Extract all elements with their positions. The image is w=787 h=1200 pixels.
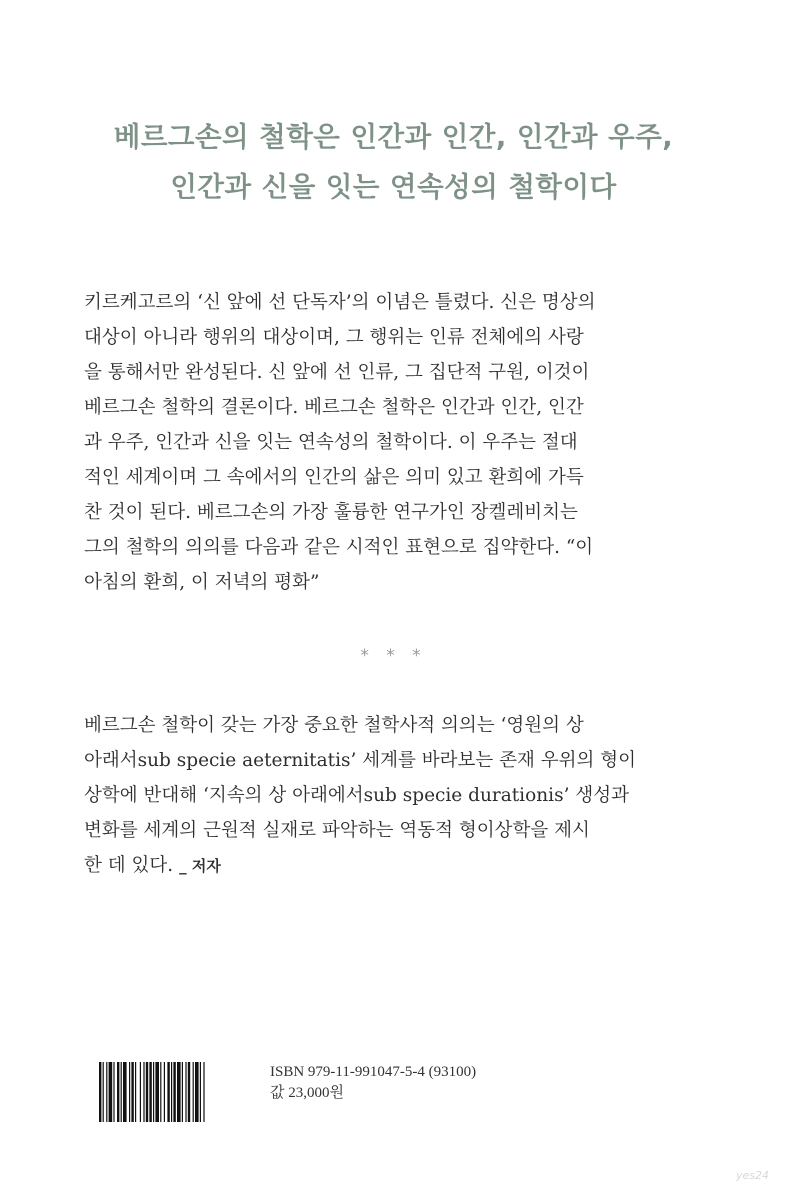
barcode-bar: [106, 1062, 107, 1122]
barcode-bar: [99, 1062, 101, 1122]
barcode-bar: [146, 1062, 148, 1122]
headline: [0, 112, 787, 212]
paragraph-line: 아침의 환희, 이 저녁의 평화”: [84, 572, 320, 593]
isbn-block: [270, 1062, 476, 1104]
paragraph-line: 을 통해서만 완성된다. 신 앞에 선 인류, 그 집단적 구원, 이것이: [84, 362, 590, 383]
barcode-bar: [195, 1062, 199, 1122]
paragraph-line: 적인 세계이며 그 속에서의 인간의 삶은 의미 있고 환희에 가득: [84, 467, 584, 488]
barcode-bar: [143, 1062, 144, 1122]
barcode-bar: [188, 1062, 190, 1122]
barcode-bar: [167, 1062, 169, 1122]
paragraph-line: 베르그손 철학이 갖는 가장 중요한 철학사적 의의는 ‘영원의 상: [84, 715, 584, 736]
paragraph-line: 찬 것이 된다. 베르그손의 가장 훌륭한 연구가인 장켈레비치는: [84, 502, 578, 523]
barcode-bar: [109, 1062, 113, 1122]
barcode-bar: [123, 1062, 127, 1122]
barcode-bar: [160, 1062, 161, 1122]
body-paragraph-2: [84, 708, 704, 884]
barcode-bar: [171, 1062, 172, 1122]
barcode-bar: [135, 1062, 136, 1122]
barcode-bar: [193, 1062, 194, 1122]
paragraph-line: 베르그손 철학의 결론이다. 베르그손 철학은 인간과 인간, 인간: [84, 397, 584, 418]
barcode-bar: [149, 1062, 151, 1122]
barcode-bar: [177, 1062, 181, 1122]
barcode-bar: [203, 1062, 204, 1122]
barcode-bar: [185, 1062, 186, 1122]
paragraph-line: 과 우주, 인간과 신을 잇는 연속성의 철학이다. 이 우주는 절대: [84, 432, 578, 453]
section-separator: * * *: [360, 646, 427, 666]
price-label: 값 23,000원: [270, 1085, 344, 1101]
barcode-bar: [173, 1062, 175, 1122]
paragraph-line-last: [84, 848, 704, 884]
headline-line-2: 인간과 신을 잇는 연속성의 철학이다: [170, 171, 617, 203]
barcode-bar: [121, 1062, 122, 1122]
barcode-bar: [129, 1062, 130, 1122]
barcode-bar: [131, 1062, 133, 1122]
isbn-number: ISBN 979-11-991047-5-4 (93100): [270, 1064, 477, 1080]
paragraph-line: 그의 철학의 의의를 다음과 같은 시적인 표현으로 집약한다. “이: [84, 537, 594, 558]
barcode-bar: [155, 1062, 159, 1122]
barcode-bar: [153, 1062, 154, 1122]
body-paragraph-1: [84, 285, 704, 600]
barcode-bar: [113, 1062, 114, 1122]
paragraph-line: 키르케고르의 ‘신 앞에 선 단독자’의 이념은 틀렸다. 신은 명상의: [84, 292, 596, 313]
barcode-bar: [200, 1062, 201, 1122]
paragraph-line: 아래서sub specie aeternitatis’ 세계를 바라보는 존재 우위의 형이: [84, 750, 636, 771]
barcode-bar: [103, 1062, 104, 1122]
paragraph-line: 대상이 아니라 행위의 대상이며, 그 행위는 인류 전체에의 사랑: [84, 327, 584, 348]
paragraph-last-text: 한 데 있다.: [84, 855, 174, 876]
barcode-bar: [140, 1062, 141, 1122]
watermark-logo: yes24: [735, 1169, 769, 1182]
barcode-bar: [182, 1062, 183, 1122]
author-credit: _ 저자: [179, 857, 221, 875]
headline-line-1: 베르그손의 철학은 인간과 인간, 인간과 우주,: [113, 121, 674, 153]
barcode-bar: [164, 1062, 165, 1122]
paragraph-line: 변화를 세계의 근원적 실재로 파악하는 역동적 형이상학을 제시: [84, 820, 590, 841]
barcode-bar: [117, 1062, 119, 1122]
paragraph-line: 상학에 반대해 ‘지속의 상 아래에서sub specie durationis’ 생성과: [84, 785, 629, 806]
barcode: [97, 1062, 257, 1122]
